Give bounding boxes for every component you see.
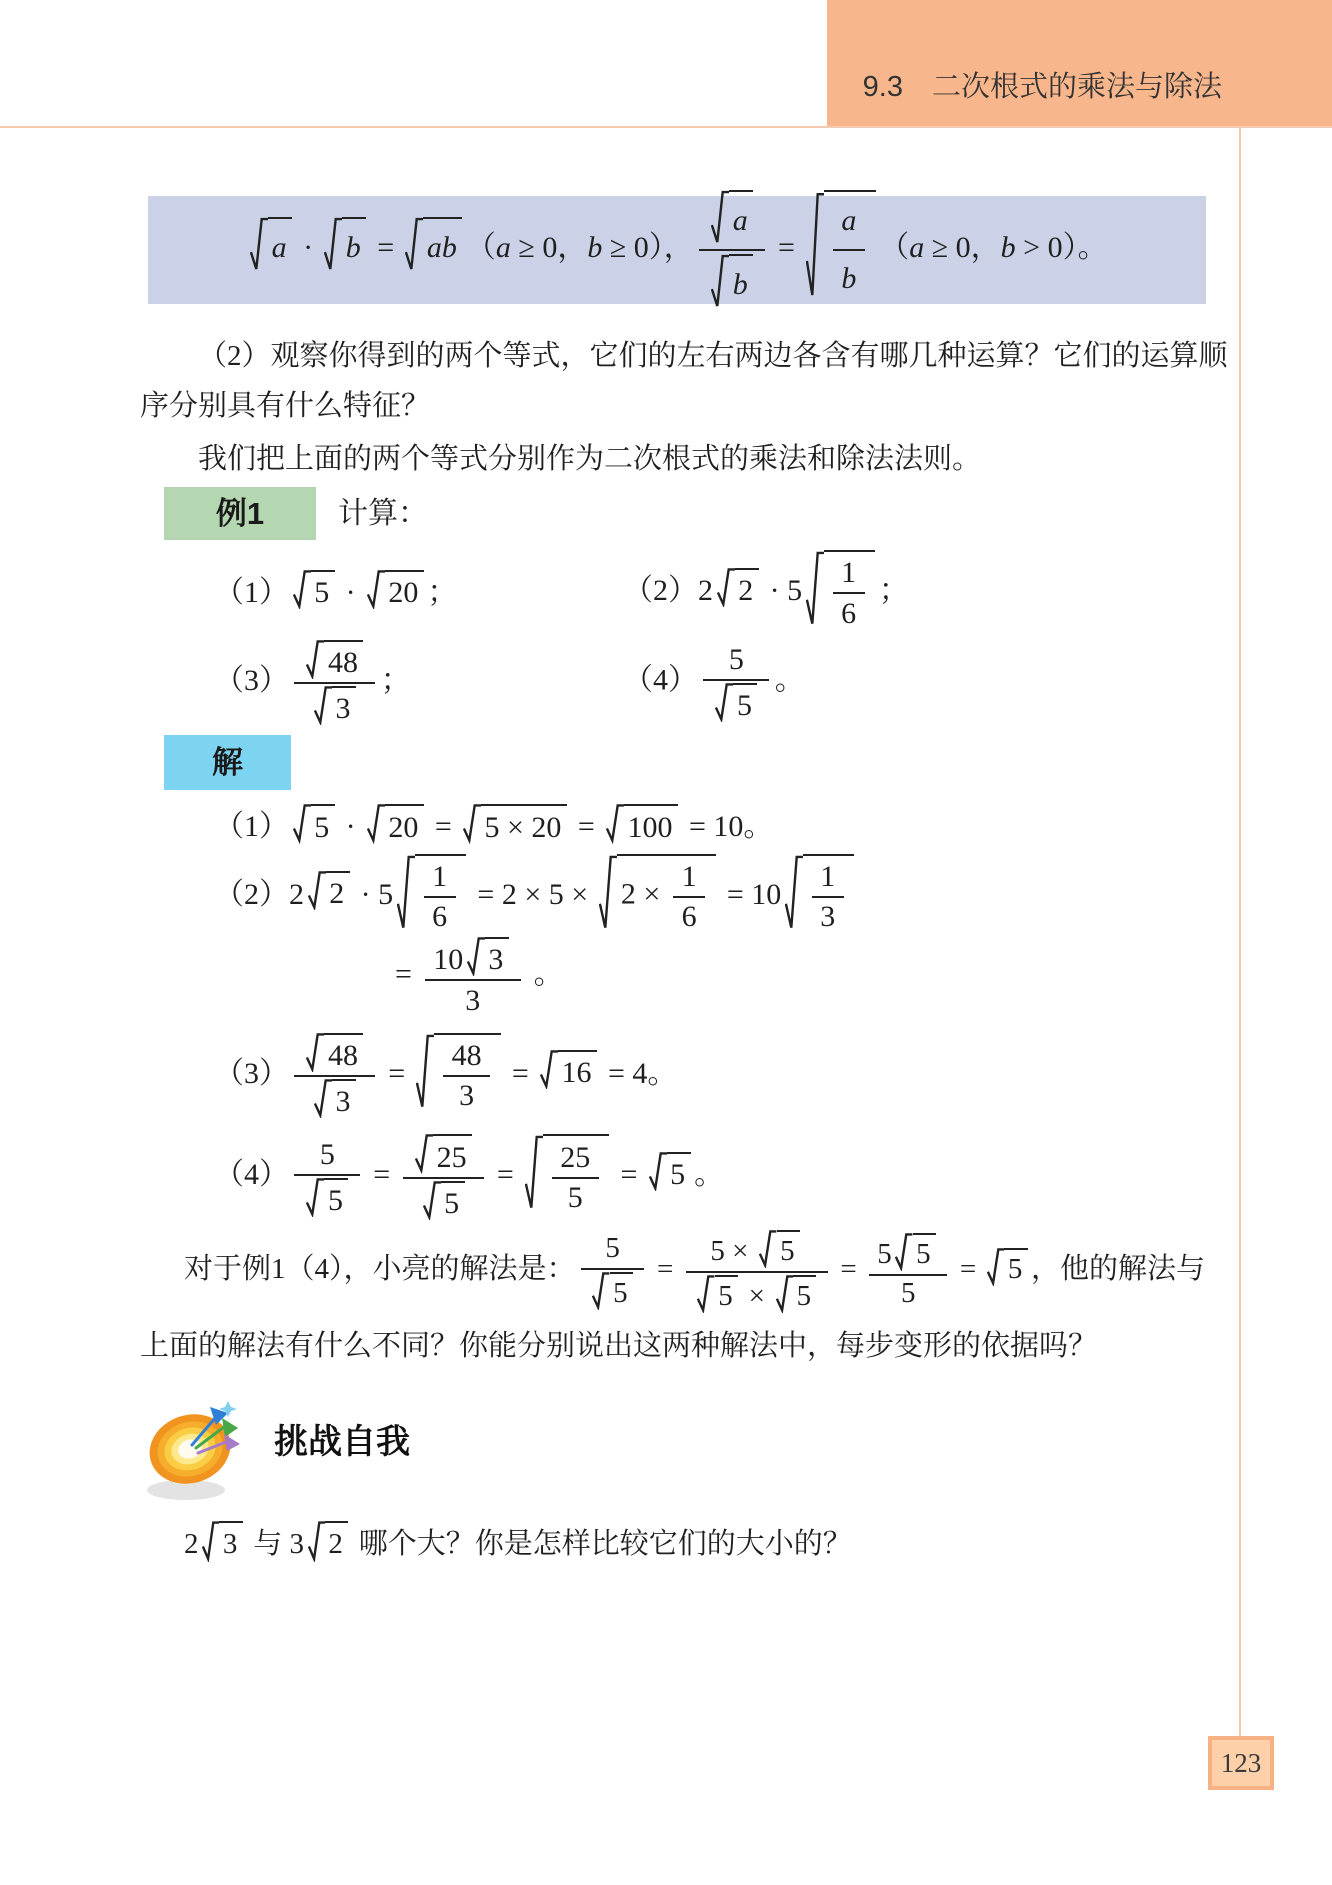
- solution-steps: [140, 804, 1232, 1220]
- solution-step-4: （4） $\frac{5}{5}$ = $\frac{25}{5}$ = $\frac{25}{5}$ = 5 。: [214, 1134, 1232, 1220]
- section-title: 9.3 二次根式的乘法与除法: [862, 71, 1222, 103]
- example-1-header: [140, 487, 1232, 540]
- solution-step-2-continued: = 10 3 3 。: [395, 937, 1232, 1017]
- margin-rule: [1239, 128, 1241, 1736]
- solution-label: 解: [164, 735, 291, 790]
- page-number-box: [1208, 1736, 1274, 1790]
- radical-laws-formula: a · b = ab （a ≥ 0，b ≥ 0）， $\frac{a}{b}$ = $\frac{a}{b}$ （a ≥ 0，b > 0）。: [246, 190, 1107, 310]
- solution-step-2: （2）2 2 · 5 $\frac{1}{6}$ = 2 × 5 × 2 × $\frac{1}{6}$ = 10 $\frac{1}{3}$: [214, 854, 1232, 934]
- rules-intro-paragraph: 我们把上面的两个等式分别作为二次根式的乘法和除法法则。: [198, 443, 982, 475]
- problem-list: [140, 550, 1232, 725]
- question-2-paragraph: （2）观察你得到的两个等式，它们的左右两边各含有哪几种运算？它们的运算顺序分别具有什么特征？: [140, 340, 1228, 422]
- challenge-question: 2 3 与 3 2 哪个大？你是怎样比较它们的大小的？: [140, 1521, 1232, 1562]
- dartboard-icon: [140, 1397, 244, 1501]
- solution-step-3: （3） $\frac{48}{3}$ = $\frac{48}{3}$ = 16 = 4。: [214, 1033, 1232, 1119]
- challenge-header: [140, 1397, 1232, 1501]
- problem-1: （1） 5 · 20 ；: [214, 570, 623, 609]
- example-1-prompt: 计算：: [338, 496, 428, 530]
- problem-3: （3） $\frac{48}{3}$ ；: [214, 640, 623, 726]
- section-banner: [827, 0, 1332, 127]
- problem-4: （4） $\frac{5}{5}$ 。: [623, 642, 805, 723]
- discussion-line-1: 对于例1（4），小亮的解法是： $\frac{5}{5}$ = 5 × 5 5 × 5 = 5 5 5 = 5 ，他的解法与: [140, 1230, 1232, 1313]
- formula-box: [148, 196, 1206, 304]
- example-1-label: 例1: [164, 487, 316, 540]
- content-column: [140, 130, 1232, 1562]
- discussion-line-2: 上面的解法有什么不同？你能分别说出这两种解法中，每步变形的依据吗？: [140, 1330, 1098, 1363]
- challenge-title: 挑战自我: [274, 1423, 410, 1462]
- header-rule: [0, 126, 1332, 128]
- problem-2: （2）2 2 · 5 $\frac{1}{6}$ ；: [623, 550, 1232, 630]
- solution-step-1: （1） 5 · 20 = 5 × 20 = 100 = 10。: [214, 804, 1232, 843]
- page-number: 123: [1220, 1747, 1262, 1778]
